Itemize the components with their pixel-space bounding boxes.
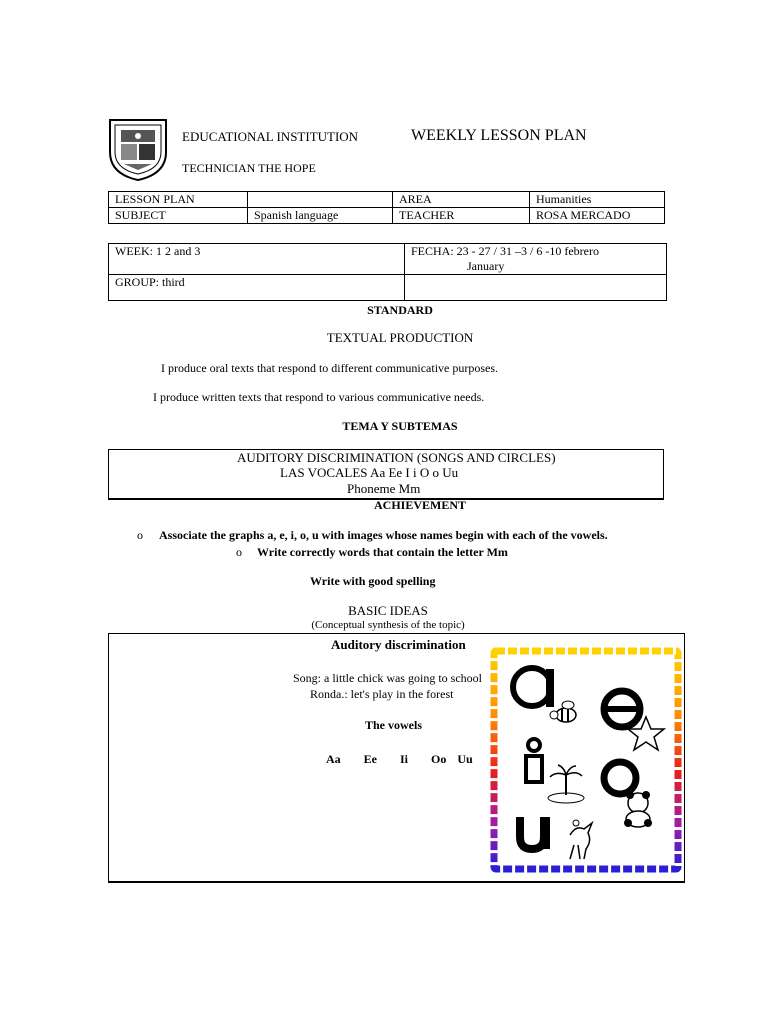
letter-i-shape [526, 739, 542, 782]
basic-ideas-heading: BASIC IDEAS [348, 603, 428, 618]
vowel-i: Ii [400, 752, 409, 766]
tema-line-2: LAS VOCALES Aa Ee I i O o Uu [280, 465, 459, 480]
achievement-bullet-1: o [137, 528, 143, 542]
subject-value: Spanish language [248, 208, 393, 224]
teacher-value: ROSA MERCADO [530, 208, 665, 224]
standard-line-1: I produce oral texts that respond to different communicative purposes. [161, 361, 499, 375]
week-table [108, 243, 667, 301]
school-crest-icon [106, 116, 170, 182]
auditory-heading: Auditory discrimination [331, 637, 466, 652]
area-label: AREA [393, 192, 530, 208]
teacher-label: TEACHER [393, 208, 530, 224]
vowels-heading: The vowels [365, 718, 422, 732]
fecha-cell [405, 244, 667, 275]
achievement-item-3: Write with good spelling [310, 574, 436, 588]
tema-line-1: AUDITORY DISCRIMINATION (SONGS AND CIRCLES) [237, 450, 556, 465]
vowel-u: Uu [457, 752, 473, 766]
standard-subheading: TEXTUAL PRODUCTION [326, 330, 474, 345]
vowel-o: Oo [431, 752, 447, 766]
lesson-plan-label: LESSON PLAN [109, 192, 248, 208]
group-cell: GROUP: third [109, 275, 405, 301]
letter-a-shape [513, 668, 554, 707]
area-value: Humanities [530, 192, 665, 208]
letter-e-shape [604, 691, 640, 727]
fecha-text: FECHA: 23 - 27 / 31 –3 / 6 -10 febrero [411, 244, 599, 258]
letter-o-shape [604, 762, 636, 794]
info-table [108, 191, 665, 224]
vowels-list [326, 752, 473, 767]
vowel-a: Aa [326, 752, 341, 766]
institution-name: EDUCATIONAL INSTITUTION [182, 129, 359, 144]
tema-box [108, 449, 664, 500]
page-title: WEEKLY LESSON PLAN [411, 127, 587, 144]
achievement-heading: ACHIEVEMENT [373, 498, 466, 512]
institution-subname: TECHNICIAN THE HOPE [182, 161, 316, 175]
song-line: Song: a little chick was going to school [293, 671, 482, 685]
tema-heading: TEMA Y SUBTEMAS [342, 419, 458, 433]
group-empty-cell [405, 275, 667, 301]
ronda-line: Ronda.: let's play in the forest [310, 687, 454, 701]
vowel-e: Ee [363, 752, 378, 766]
standard-heading: STANDARD [367, 303, 433, 317]
achievement-item-2: Write correctly words that contain the letter Mm [257, 545, 508, 559]
achievement-item-1: Associate the graphs a, e, i, o, u with images whose names begin with each of the vowels. [159, 528, 608, 542]
basic-ideas-subheading: (Conceptual synthesis of the topic) [311, 619, 465, 631]
achievement-bullet-2: o [236, 545, 242, 559]
week-cell: WEEK: 1 2 and 3 [109, 244, 405, 275]
standard-line-2: I produce written texts that respond to various communicative needs. [153, 390, 485, 404]
fecha-month: January [467, 259, 505, 273]
vowel-poster [488, 645, 684, 875]
lesson-plan-value [248, 192, 393, 208]
subject-label: SUBJECT [109, 208, 248, 224]
tema-line-3: Phoneme Mm [347, 481, 421, 496]
